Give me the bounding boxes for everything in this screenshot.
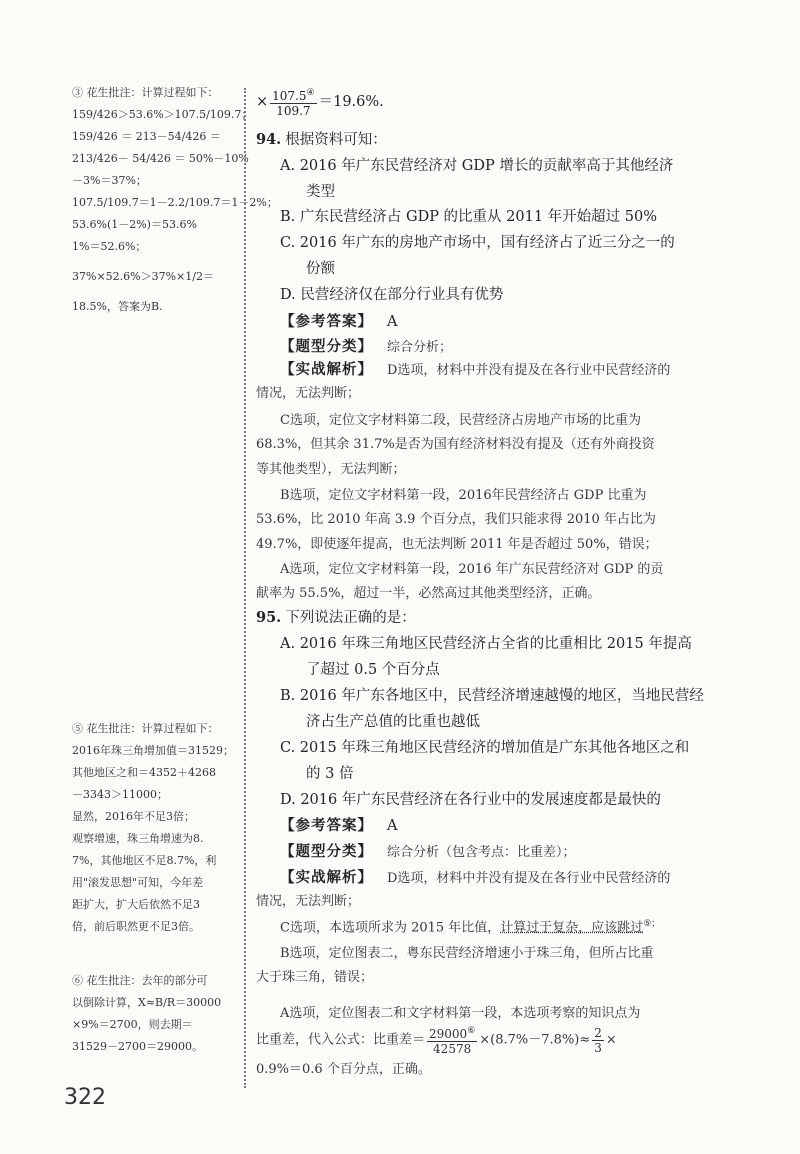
- side-note-line: 1%＝52.6%；: [72, 240, 147, 253]
- answer-row: [280, 310, 397, 331]
- option-a-cont: 类型: [306, 184, 335, 200]
- formula-tail: ×: [605, 1032, 617, 1048]
- option-c: C. 2015 年珠三角地区民营经济的增加值是广东其他各地区之和: [280, 740, 690, 756]
- type-row: [280, 335, 452, 356]
- side-note-line: 18.5%，答案为B.: [72, 300, 163, 313]
- analysis-line: 68.3%，但其余 31.7%是否为国有经济材料没有提及（还有外商投资: [256, 437, 655, 452]
- footnote-marker: ④: [306, 88, 315, 98]
- option-a: A. 2016 年广东民营经济对 GDP 增长的贡献率高于其他经济: [280, 158, 674, 174]
- analysis-line: 49.7%，即使逐年提高，也无法判断 2011 年是否超过 50%，错误；: [256, 537, 658, 552]
- side-note-line: ×9%＝2700，则去期＝: [72, 1018, 193, 1031]
- side-note-line: 以倒除计算，X≈B/R＝30000: [72, 996, 222, 1009]
- answer-value: A: [387, 314, 398, 330]
- analysis-tag: 【实战解析】: [280, 361, 373, 378]
- side-note-line: 31529－2700＝29000。: [72, 1040, 203, 1053]
- answer-value: A: [387, 818, 398, 834]
- side-note-line: －3343＞11000；: [72, 788, 168, 801]
- side-note-line: 用"滚发思想"可知，今年差: [72, 876, 204, 889]
- analysis-line: 献率为 55.5%，超过一半，必然高过其他类型经济，正确。: [256, 586, 601, 601]
- option-c: C. 2016 年广东的房地产市场中，国有经济占了近三分之一的: [280, 235, 675, 251]
- analysis-line: 情况，无法判断；: [256, 894, 361, 909]
- question-number: 95.: [256, 609, 282, 626]
- fraction: [427, 1024, 477, 1056]
- answer-tag: 【参考答案】: [280, 817, 373, 834]
- side-note-line: 53.6%(1－2%)＝53.6%: [72, 218, 197, 231]
- analysis-line: 情况，无法判断；: [256, 386, 361, 401]
- analysis-line: A选项，定位文字材料第一段，2016 年广东民营经济对 GDP 的贡: [280, 562, 664, 577]
- analysis-line: 0.9%＝0.6 个百分点，正确。: [256, 1062, 431, 1077]
- column-divider: [244, 88, 246, 1088]
- side-note-6: [72, 970, 240, 1058]
- fraction: [270, 86, 316, 118]
- side-note-line: －3%＝37%；: [72, 174, 147, 187]
- analysis-line: A选项，定位图表二和文字材料第一段，本选项考察的知识点为: [280, 1006, 641, 1021]
- side-note-5: [72, 718, 240, 938]
- side-note-line: 107.5/109.7＝1－2.2/109.7＝1－2%；: [72, 196, 278, 209]
- underlined-note: 计算过于复杂，应该跳过: [500, 920, 644, 936]
- fraction-numerator: 107.5: [272, 89, 307, 103]
- type-value: 综合分析（包含考点：比重差）；: [387, 845, 576, 860]
- option-a: A. 2016 年珠三角地区民营经济占全省的比重相比 2015 年提高: [280, 636, 692, 652]
- analysis-text: C选项，本选项所求为 2015 年比值，: [280, 920, 501, 936]
- type-row: [280, 840, 576, 861]
- fraction-denominator: 42578: [433, 1042, 472, 1056]
- option-b-cont: 济占生产总值的比重也越低: [306, 714, 480, 730]
- analysis-row: [280, 358, 670, 379]
- type-tag: 【题型分类】: [280, 843, 373, 860]
- formula-label: 比重差，代入公式：比重差＝: [256, 1032, 426, 1048]
- fraction-numerator: 29000: [429, 1027, 468, 1041]
- analysis-line: C选项，定位文字材料第二段，民营经济占房地产市场的比重为: [280, 413, 641, 428]
- analysis-tag: 【实战解析】: [280, 869, 373, 886]
- side-note-line: ③ 花生批注：计算过程如下：: [72, 86, 219, 99]
- side-note-line: ⑤ 花生批注：计算过程如下：: [72, 722, 219, 735]
- answer-row: [280, 814, 397, 835]
- analysis-line: D选项，材料中并没有提及在各行业中民营经济的: [387, 871, 671, 886]
- side-note-line: 倍，前后职然更不足3倍。: [72, 920, 200, 933]
- question-number: 94.: [256, 131, 282, 148]
- option-a-cont: 了超过 0.5 个百分点: [306, 662, 440, 678]
- answer-tag: 【参考答案】: [280, 313, 373, 330]
- option-b: B. 2016 年广东各地区中，民营经济增速越慢的地区，当地民营经: [280, 688, 704, 704]
- analysis-line: B选项，定位文字材料第一段，2016年民营经济占 GDP 比重为: [280, 488, 647, 503]
- analysis-line: 大于珠三角，错误；: [256, 970, 374, 985]
- option-d: D. 民营经济仅在部分行业具有优势: [280, 287, 504, 303]
- question-94: [256, 128, 387, 149]
- analysis-line: 53.6%，比 2010 年高 3.9 个百分点，我们只能求得 2010 年占比为: [256, 512, 656, 527]
- side-note-line: 159/426＞53.6%＞107.5/109.7；: [72, 108, 253, 121]
- formula-row: [256, 1024, 617, 1056]
- question-stem: 下列说法正确的是：: [285, 610, 416, 626]
- side-note-line: 2016年珠三角增加值＝31529；: [72, 744, 234, 757]
- side-note-line: 观察增速，珠三角增速为8.: [72, 832, 204, 845]
- analysis-line: D选项，材料中并没有提及在各行业中民营经济的: [387, 363, 671, 378]
- formula-middle: ×(8.7%－7.8%)≈: [479, 1032, 591, 1048]
- type-tag: 【题型分类】: [280, 338, 373, 355]
- side-note-line: 距扩大，扩大后依然不足3: [72, 898, 200, 911]
- question-stem: 根据资料可知：: [285, 132, 387, 148]
- side-note-line: 7%，其他地区不足8.7%，利: [72, 854, 217, 867]
- side-note-line: 159/426 ＝ 213－54/426 ＝: [72, 130, 221, 143]
- analysis-line: B选项，定位图表二，粤东民营经济增速小于珠三角，但所占比重: [280, 946, 654, 961]
- footnote-marker: ⑤；: [643, 919, 661, 929]
- fraction-denominator: 109.7: [276, 104, 311, 118]
- side-note-line: 213/426－ 54/426 ＝ 50%－10%: [72, 152, 249, 165]
- option-d: D. 2016 年广东民营经济在各行业中的发展速度都是最快的: [280, 792, 661, 808]
- fraction: [592, 1026, 604, 1055]
- analysis-row: [280, 866, 670, 887]
- expression-result: ＝19.6%.: [318, 94, 384, 110]
- top-expression: × $\frac{107.5^④}{109.7}$ ＝19.6%.: [256, 88, 384, 118]
- option-c-cont: 份额: [306, 261, 335, 277]
- type-value: 综合分析；: [387, 340, 453, 355]
- analysis-line-c: [280, 916, 660, 935]
- page-number: 322: [64, 1085, 106, 1110]
- side-note-line: 显然，2016年不足3倍；: [72, 810, 195, 823]
- question-95: [256, 606, 416, 627]
- option-b: B. 广东民营经济占 GDP 的比重从 2011 年开始超过 50%: [280, 209, 658, 225]
- fraction-denominator: 3: [594, 1040, 602, 1055]
- option-c-cont: 的 3 倍: [306, 766, 354, 782]
- analysis-line: 等其他类型），无法判断；: [256, 462, 406, 477]
- side-note-line: 37%×52.6%＞37%×1/2＝: [72, 270, 214, 283]
- side-note-3: [72, 82, 278, 318]
- footnote-marker: ⑥: [467, 1026, 476, 1036]
- fraction-numerator: 2: [594, 1025, 602, 1040]
- side-note-line: ⑥ 花生批注：去年的部分可: [72, 974, 208, 987]
- side-note-line: 其他地区之和＝4352＋4268: [72, 766, 216, 779]
